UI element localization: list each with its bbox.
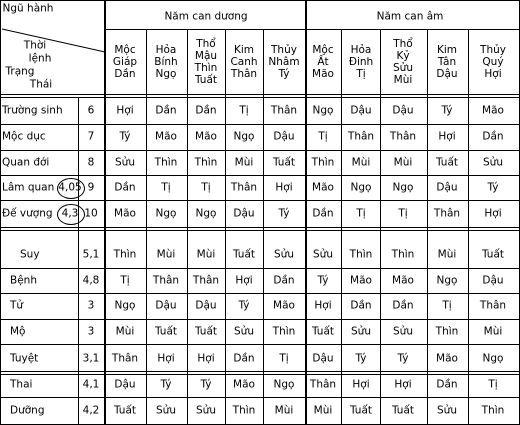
yang-cell: Hợi xyxy=(275,181,293,193)
yang-column-header xyxy=(154,44,177,80)
yang-column-header-line: Tuất xyxy=(194,73,218,86)
yang-column-header-line: Thìn xyxy=(194,61,218,74)
yin-cell: Thìn xyxy=(435,325,459,337)
yang-cell: Hợi xyxy=(116,104,134,116)
yin-cell: Thân xyxy=(479,299,507,312)
table-left-border xyxy=(0,0,1,425)
row-score: 3 xyxy=(87,325,95,337)
row-divider xyxy=(0,397,520,398)
element-label: Ngũ hành xyxy=(2,2,54,15)
row-divider xyxy=(0,268,520,269)
row-state-label: Thai xyxy=(10,378,33,391)
yin-cell: Tuất xyxy=(349,404,373,417)
yang-cell: Thân xyxy=(192,274,220,286)
yang-cell: Mão xyxy=(273,299,295,312)
yang-column-header xyxy=(268,44,299,80)
yang-cell: Dậu xyxy=(155,299,177,312)
yin-cell: Ngọ xyxy=(436,274,458,286)
header-bottom-line-1 xyxy=(0,94,520,95)
yin-column-header-line: Sửu xyxy=(393,61,413,74)
yang-cell: Mão xyxy=(195,130,217,143)
yin-cell: Tý xyxy=(487,181,499,193)
yin-column-header-line: Ất xyxy=(317,55,329,68)
yang-cell: Mùi xyxy=(234,156,254,168)
row-score: 4,8 xyxy=(82,274,100,286)
row-state-label: Tử xyxy=(10,299,24,312)
yin-cell: Tý xyxy=(355,352,367,364)
row-score: 6 xyxy=(87,104,95,116)
yang-cell: Dậu xyxy=(114,378,136,391)
yin-cell: Sửu xyxy=(313,248,333,261)
yang-cell: Tuất xyxy=(154,325,178,337)
yin-column-header-line: Tân xyxy=(437,55,457,68)
yin-column-header xyxy=(480,44,506,80)
yin-cell: Tý xyxy=(317,274,329,286)
yang-cell: Dần xyxy=(273,274,295,286)
row-divider xyxy=(0,175,520,176)
yang-column-header-line: Hỏa xyxy=(155,43,177,56)
yin-cell: Tị xyxy=(356,207,366,219)
yin-column-header-line: Mão xyxy=(312,67,334,80)
yang-cell: Ngọ xyxy=(155,207,177,219)
row-divider xyxy=(0,344,520,345)
yin-cell: Dậu xyxy=(312,352,334,364)
yin-cell: Thân xyxy=(347,130,375,143)
yin-cell: Tị xyxy=(488,378,498,391)
row-divider-double-1 xyxy=(0,371,520,372)
row-divider xyxy=(0,200,520,201)
yin-column-header-line: Thổ xyxy=(393,37,413,50)
yin-cell: Sửu xyxy=(393,325,413,337)
yang-column-header-line: Tý xyxy=(278,67,290,80)
yin-cell: Dậu xyxy=(350,104,372,116)
yin-cell: Thân xyxy=(389,130,417,143)
yin-cell: Dậu xyxy=(436,181,458,193)
header-divider-vertical xyxy=(104,0,106,425)
row-score: 7 xyxy=(87,130,95,143)
yin-cell: Mão xyxy=(392,274,414,286)
yang-column-header-line: Kim xyxy=(233,43,255,56)
yin-cell: Tý xyxy=(441,104,453,116)
yin-cell: Dậu xyxy=(392,104,414,116)
yin-cell: Dần xyxy=(392,299,414,312)
yin-cell: Mùi xyxy=(483,325,503,337)
yin-cell: Hợi xyxy=(438,130,456,143)
yang-cell: Tý xyxy=(278,207,290,219)
yang-cell: Thìn xyxy=(232,404,256,417)
yin-cell: Tuất xyxy=(311,325,335,337)
yin-cell: Tị xyxy=(318,130,328,143)
yin-cell: Tý xyxy=(397,352,409,364)
yang-cell: Sửu xyxy=(115,156,135,168)
time-label-2: lệnh xyxy=(28,52,52,65)
yin-column-header-line: Kim xyxy=(436,43,458,56)
yin-cell: Mùi xyxy=(393,156,413,168)
yin-cell: Ngọ xyxy=(312,104,334,116)
score-column-divider xyxy=(78,97,79,425)
row-state-label: Dưỡng xyxy=(10,404,45,417)
yang-cell: Dần xyxy=(195,104,217,116)
yin-cell: Tị xyxy=(398,207,408,219)
yang-column-header-line: Thổ xyxy=(196,37,216,50)
row-state-label: Quan đới xyxy=(2,156,50,168)
yin-column-header xyxy=(393,38,413,86)
yin-cell: Thân xyxy=(433,207,461,219)
row-state-label: Bệnh xyxy=(10,274,37,286)
yin-column-header-line: Hợi xyxy=(484,67,502,80)
yin-column-header-line: Kỷ xyxy=(396,49,410,62)
row-state-label: Lâm quan xyxy=(2,181,55,193)
yin-cell: Sửu xyxy=(483,156,503,168)
yang-cell: Mão xyxy=(155,130,177,143)
yin-column-header-line: Đinh xyxy=(348,55,374,68)
yin-column-header xyxy=(312,44,334,80)
yin-cell: Dậu xyxy=(482,274,504,286)
yin-cell: Ngọ xyxy=(482,352,504,364)
yin-cell: Tuất xyxy=(391,404,415,417)
yang-column-header-line: Nhâm xyxy=(268,55,300,68)
yang-cell: Thìn xyxy=(154,156,178,168)
yang-cell: Thân xyxy=(152,274,180,286)
yang-cell: Mùi xyxy=(156,248,176,261)
table-top-border xyxy=(0,0,520,1)
yin-cell: Mùi xyxy=(437,248,457,261)
yin-cell: Dần xyxy=(436,378,458,391)
yang-cell: Thân xyxy=(230,181,258,193)
yin-cell: Ngọ xyxy=(392,181,414,193)
yin-cell: Thân xyxy=(309,378,337,391)
yang-cell: Mùi xyxy=(115,325,135,337)
yang-column-header xyxy=(113,44,137,80)
yang-cell: Mão xyxy=(114,207,136,219)
row-state-label: Đế vượng xyxy=(2,207,53,219)
yang-cell: Tị xyxy=(120,274,130,286)
time-label-1: Thời xyxy=(23,39,47,52)
group-divider-vertical xyxy=(305,0,307,425)
header-bottom-line-2 xyxy=(0,97,520,98)
yang-cell: Thìn xyxy=(113,248,137,261)
yang-cell: Dần xyxy=(233,352,255,364)
yin-column-header-line: Mùi xyxy=(393,73,413,86)
yang-cell: Hợi xyxy=(197,352,215,364)
row-score: 3 xyxy=(87,299,95,312)
yang-cell: Tị xyxy=(161,181,171,193)
yang-cell: Tuất xyxy=(272,156,296,168)
row-divider xyxy=(0,293,520,294)
yang-cell: Dần xyxy=(114,181,136,193)
yang-cell: Tý xyxy=(200,378,212,391)
yang-column-header-line: Dần xyxy=(114,67,136,80)
row-state-label: Mộc dục xyxy=(2,130,46,143)
yang-cell: Mùi xyxy=(274,404,294,417)
yin-column-header xyxy=(349,44,373,80)
yang-cell: Tuất xyxy=(113,404,137,417)
yin-cell: Dần xyxy=(350,299,372,312)
yang-column-header-line: Ngọ xyxy=(155,67,177,80)
yin-cell: Hợi xyxy=(484,207,502,219)
yang-cell: Tuất xyxy=(194,325,218,337)
row-score: 3,1 xyxy=(82,352,100,364)
state-label-2: Thái xyxy=(29,78,53,91)
row-score: 10 xyxy=(84,207,98,219)
yang-cell: Dậu xyxy=(273,130,295,143)
yang-cell: Tý xyxy=(160,378,172,391)
yang-column-header-line: Thân xyxy=(230,67,258,80)
yang-cell: Tý xyxy=(119,130,131,143)
yin-cell: Ngọ xyxy=(350,181,372,193)
yin-column-header-line: Hỏa xyxy=(350,43,372,56)
yin-cell: Mão xyxy=(350,274,372,286)
row-state-label: Mộ xyxy=(10,325,26,337)
yang-cell: Ngọ xyxy=(233,130,255,143)
yin-cell: Mão xyxy=(482,104,504,116)
yin-cell: Thìn xyxy=(311,156,335,168)
yin-cell: Tị xyxy=(442,299,452,312)
yang-cell: Thìn xyxy=(272,325,296,337)
yang-cell: Tý xyxy=(238,299,250,312)
yang-cell: Ngọ xyxy=(114,299,136,312)
yin-column-header-line: Dậu xyxy=(436,67,458,80)
yin-column-header-line: Mộc xyxy=(312,43,334,56)
yang-cell: Hợi xyxy=(157,352,175,364)
yin-cell: Mùi xyxy=(313,404,333,417)
yang-column-header-line: Canh xyxy=(230,55,258,68)
yin-cell: Mão xyxy=(312,181,334,193)
yin-column-header xyxy=(436,44,457,80)
yang-cell: Thìn xyxy=(194,156,218,168)
yin-cell: Tuất xyxy=(481,248,505,261)
yin-cell: Hợi xyxy=(394,378,412,391)
yin-column-header-line: Thủy xyxy=(480,43,506,56)
yang-column-header-line: Mộc xyxy=(114,43,136,56)
row-score: 4,1 xyxy=(82,378,100,391)
state-label-1: Trạng xyxy=(5,65,35,78)
section-divider-2 xyxy=(0,230,520,231)
yin-cell: Dần xyxy=(482,130,504,143)
yang-cell: Sửu xyxy=(234,325,254,337)
yang-cell: Mão xyxy=(233,378,255,391)
yang-cell: Sửu xyxy=(274,248,294,261)
yin-cell: Mão xyxy=(436,352,458,364)
yang-cell: Tị xyxy=(201,181,211,193)
yang-cell: Dần xyxy=(155,104,177,116)
yin-cell: Sửu xyxy=(437,404,457,417)
yang-cell: Thân xyxy=(270,104,298,116)
yang-cell: Sửu xyxy=(156,404,176,417)
row-divider xyxy=(0,150,520,151)
yin-cell: Thìn xyxy=(349,248,373,261)
yin-cell: Thìn xyxy=(481,404,505,417)
yang-group-title: Năm can dương xyxy=(164,10,248,23)
row-circled-value: 4,05 xyxy=(58,181,82,193)
section-divider-1 xyxy=(0,227,520,228)
yang-cell: Ngọ xyxy=(195,207,217,219)
yang-cell: Tị xyxy=(279,352,289,364)
yin-cell: Mùi xyxy=(351,156,371,168)
yang-cell: Sửu xyxy=(196,404,216,417)
yang-column-header-line: Mậu xyxy=(194,49,218,62)
yin-cell: Hợi xyxy=(314,299,332,312)
yin-column-header-line: Quý xyxy=(482,55,504,68)
row-score: 9 xyxy=(87,181,95,193)
yin-cell: Thìn xyxy=(391,248,415,261)
group-title-underline xyxy=(104,29,520,30)
yang-column-header-line: Thủy xyxy=(271,43,297,56)
row-divider-double-2 xyxy=(0,374,520,375)
row-score: 4,2 xyxy=(82,404,100,417)
row-state-label: Suy xyxy=(20,248,40,261)
yang-cell: Ngọ xyxy=(273,378,295,391)
yin-column-header-line: Tị xyxy=(356,67,366,80)
row-state-label: Trường sinh xyxy=(2,104,63,116)
yang-column-header-line: Giáp xyxy=(112,55,138,68)
row-circled-value: 4,3 xyxy=(61,207,79,219)
yang-cell: Thân xyxy=(111,352,139,364)
yang-cell: Mùi xyxy=(196,248,216,261)
row-score: 8 xyxy=(87,156,95,168)
yang-column-header-line: Bính xyxy=(154,55,178,68)
row-state-label: Tuyệt xyxy=(10,352,39,364)
yang-column-header xyxy=(195,38,218,86)
yang-column-header xyxy=(230,44,257,80)
yang-cell: Tuất xyxy=(232,248,256,261)
yang-cell: Hợi xyxy=(235,274,253,286)
yin-cell: Sửu xyxy=(351,325,371,337)
row-divider xyxy=(0,319,520,320)
yang-cell: Dậu xyxy=(195,299,217,312)
row-score: 5,1 xyxy=(82,248,100,261)
yin-cell: Dần xyxy=(312,207,334,219)
row-divider xyxy=(0,124,520,125)
yang-cell: Tị xyxy=(239,104,249,116)
yin-cell: Tuất xyxy=(435,156,459,168)
yang-cell: Dậu xyxy=(233,207,255,219)
yin-cell: Hợi xyxy=(352,378,370,391)
yin-group-title: Năm can âm xyxy=(376,10,444,23)
